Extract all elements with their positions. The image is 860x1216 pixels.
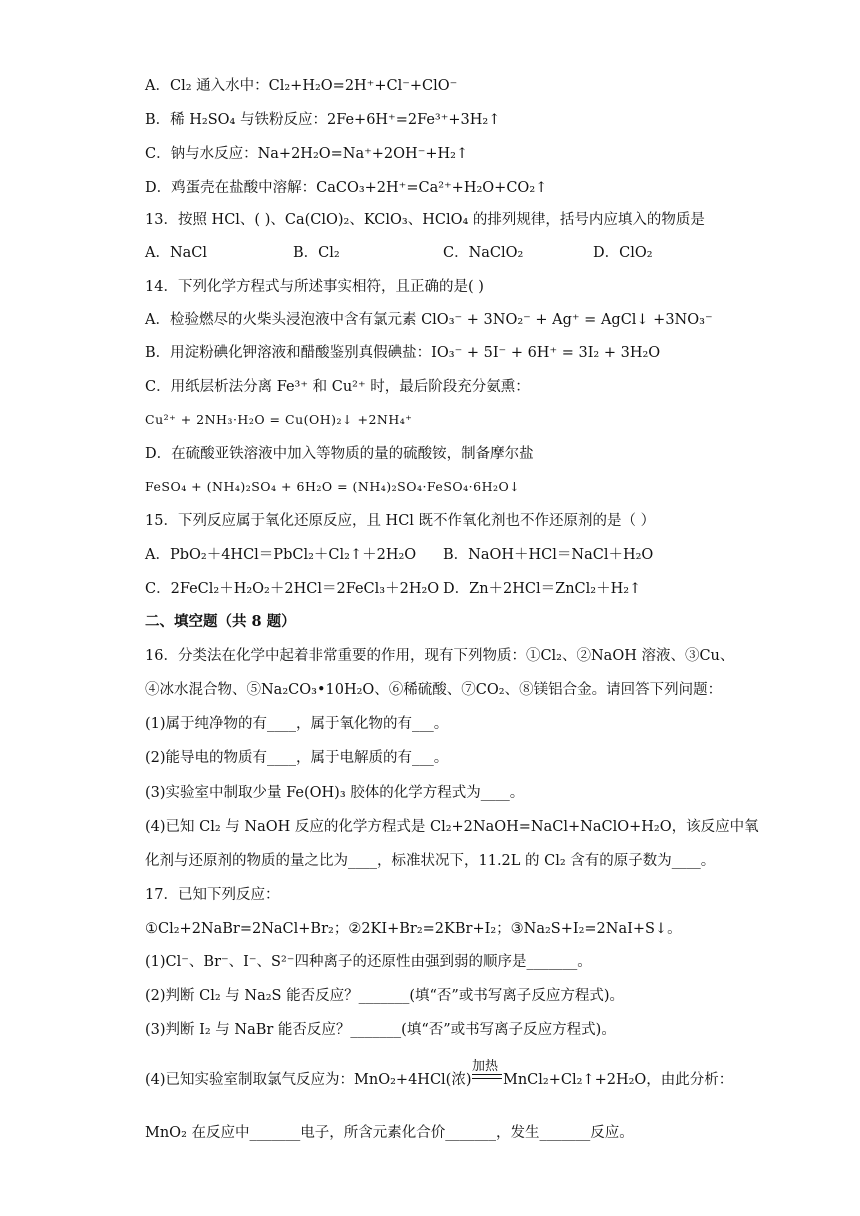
option-12b: B．稀 H₂SO₄ 与铁粉反应：2Fe+6H⁺=2Fe³⁺+3H₂↑ xyxy=(145,112,501,128)
q17-part4-cont: MnO₂ 在反应中_______电子，所含元素化合价_______，发生_______反应。 xyxy=(145,1125,634,1141)
q16-part2: (2)能导电的物质有____，属于电解质的有___。 xyxy=(145,750,449,766)
option-12c: C．钠与水反应：Na+2H₂O=Na⁺+2OH⁻+H₂↑ xyxy=(145,146,469,162)
heating-equals-sign xyxy=(472,1074,502,1079)
q16-part1: (1)属于纯净物的有____，属于氧化物的有___。 xyxy=(145,716,449,732)
q17-reactions: ①Cl₂+2NaBr=2NaCl+Br₂；②2KI+Br₂=2KBr+I₂；③Na₂S+I₂=2NaI+S↓。 xyxy=(145,921,682,937)
formula-14d: FeSO₄ + (NH₄)₂SO₄ + 6H₂O = (NH₄)₂SO₄·FeSO₄·6H₂O↓ xyxy=(145,479,521,494)
q16-part4: (4)已知 Cl₂ 与 NaOH 反应的化学方程式是 Cl₂+2NaOH=NaCl+NaClO+H₂O，该反应中氧 xyxy=(145,819,759,835)
option-13d: D．ClO₂ xyxy=(593,245,653,261)
option-14c: C．用纸层析法分离 Fe³⁺ 和 Cu²⁺ 时，最后阶段充分氨熏： xyxy=(145,379,530,395)
question-13: 13．按照 HCl、( )、Ca(ClO)₂、KClO₃、HClO₄ 的排列规律，括号内应填入的物质是 xyxy=(145,212,705,228)
formula-14c: Cu²⁺ + 2NH₃·H₂O = Cu(OH)₂↓ +2NH₄⁺ xyxy=(145,412,413,427)
option-15d: D．Zn＋2HCl＝ZnCl₂＋H₂↑ xyxy=(443,581,642,597)
q16-part3: (3)实验室中制取少量 Fe(OH)₃ 胶体的化学方程式为____。 xyxy=(145,785,525,801)
option-13c: C．NaClO₂ xyxy=(443,245,524,261)
question-16-cont: ④冰水混合物、⑤Na₂CO₃•10H₂O、⑥稀硫酸、⑦CO₂、⑧镁铝合金。请回答下列问题： xyxy=(145,682,723,698)
option-15a: A．PbO₂＋4HCl＝PbCl₂＋Cl₂↑＋2H₂O xyxy=(145,547,417,563)
section-heading: 二、填空题（共 8 题） xyxy=(145,613,296,630)
q17-part4: (4)已知实验室制取氯气反应为：MnO₂+4HCl(浓) xyxy=(145,1072,472,1088)
q17-part4-products: MnCl₂+Cl₂↑+2H₂O，由此分析： xyxy=(503,1072,734,1088)
q17-part1: (1)Cl⁻、Br⁻、I⁻、S²⁻四种离子的还原性由强到弱的顺序是_______。 xyxy=(145,954,592,970)
question-14: 14．下列化学方程式与所述事实相符，且正确的是( ) xyxy=(145,279,484,295)
q17-part3: (3)判断 I₂ 与 NaBr 能否反应？_______(填“否”或书写离子反应方程式)。 xyxy=(145,1022,616,1038)
heating-label: 加热 xyxy=(472,1059,499,1074)
q16-part4-cont: 化剂与还原剂的物质的量之比为____，标准状况下，11.2L 的 Cl₂ 含有的原子数为____。 xyxy=(145,853,716,869)
q17-part2: (2)判断 Cl₂ 与 Na₂S 能否反应？_______(填“否”或书写离子反应方程式)。 xyxy=(145,988,624,1004)
option-15c: C．2FeCl₂＋H₂O₂＋2HCl＝2FeCl₃＋2H₂O xyxy=(145,581,440,597)
option-14a: A．检验燃尽的火柴头浸泡液中含有氯元素 ClO₃⁻ + 3NO₂⁻ + Ag⁺ = AgCl↓ +3NO₃⁻ xyxy=(145,312,713,328)
question-16: 16．分类法在化学中起着非常重要的作用，现有下列物质：①Cl₂、②NaOH 溶液、③Cu、 xyxy=(145,648,735,664)
option-13b: B．Cl₂ xyxy=(293,245,340,261)
option-13a: A．NaCl xyxy=(145,245,208,261)
option-14b: B．用淀粉碘化钾溶液和醋酸鉴别真假碘盐：IO₃⁻ + 5I⁻ + 6H⁺ = 3I₂ + 3H₂O xyxy=(145,345,661,361)
option-15b: B．NaOH＋HCl＝NaCl＋H₂O xyxy=(443,547,654,563)
option-12d: D．鸡蛋壳在盐酸中溶解：CaCO₃+2H⁺=Ca²⁺+H₂O+CO₂↑ xyxy=(145,180,548,196)
question-17: 17．已知下列反应： xyxy=(145,887,280,903)
question-15: 15．下列反应属于氧化还原反应，且 HCl 既不作氧化剂也不作还原剂的是（ ） xyxy=(145,513,656,529)
option-12a: A．Cl₂ 通入水中：Cl₂+H₂O=2H⁺+Cl⁻+ClO⁻ xyxy=(145,78,458,94)
option-14d: D．在硫酸亚铁溶液中加入等物质的量的硫酸铵，制备摩尔盐 xyxy=(145,446,534,462)
